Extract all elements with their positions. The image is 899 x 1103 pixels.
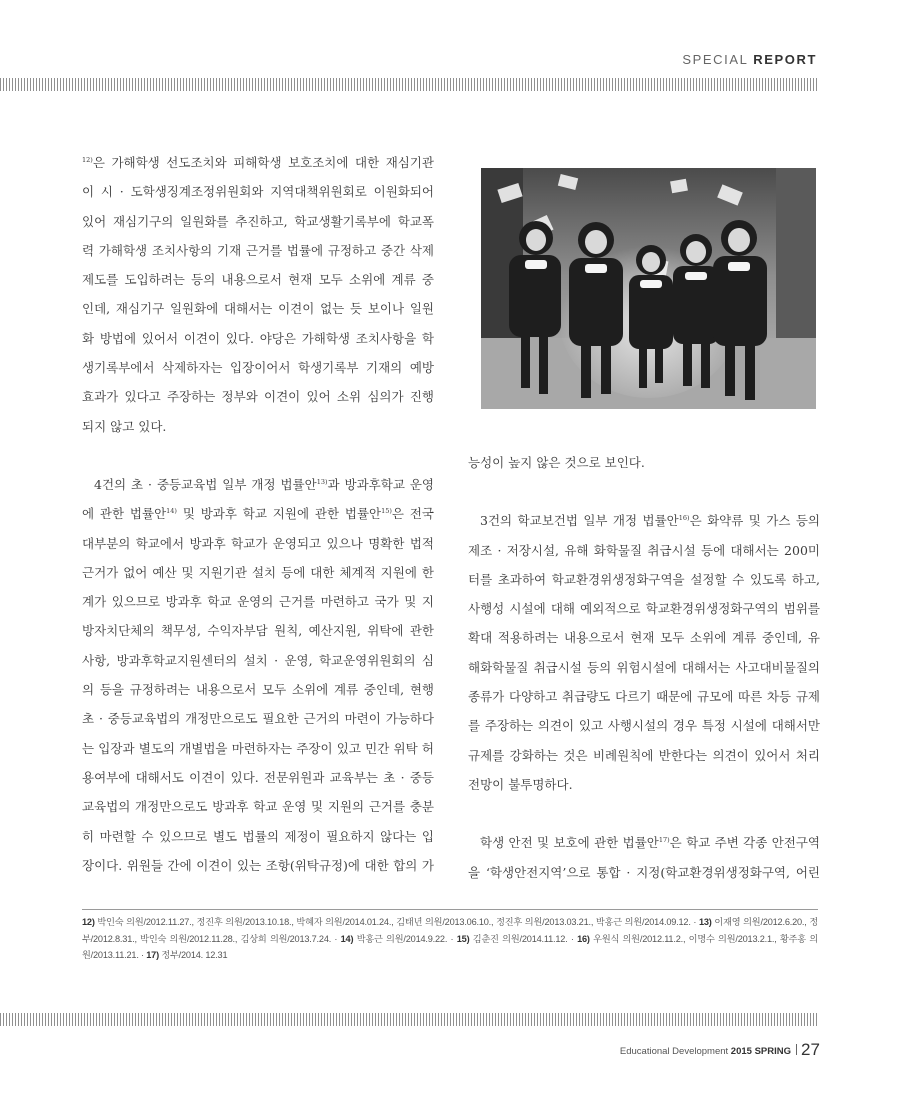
text-line	[468, 536, 820, 565]
footnote-text: 박홍근 의원/2014.9.22.	[356, 933, 448, 944]
text-line	[82, 207, 434, 236]
text-line	[82, 616, 434, 645]
text-line	[82, 822, 434, 851]
footer-separator	[796, 1044, 797, 1055]
publication-footer	[620, 1046, 791, 1057]
text-line	[82, 675, 434, 704]
students-running-photo	[481, 168, 816, 409]
text-fragment: 히 마련할 수 있으므로 별도 법률의 제정이 필요하지 않다는 입	[82, 828, 434, 844]
section-label-light: SPECIAL	[682, 52, 748, 67]
text-line	[468, 653, 820, 682]
text-fragment: 4건의 초 · 중등교육법 일부 개정 법률안	[94, 476, 317, 492]
text-fragment: 해화학물질 취급시설 등의 위험시설에 대해서는 사고대비물질의	[468, 659, 820, 675]
text-fragment: 력 가해학생 조치사항의 기재 근거를 법률에 규정하고 중간 삭제	[82, 242, 434, 258]
text-fragment: 과 방과후학교 운영	[327, 476, 434, 492]
text-line	[82, 324, 434, 353]
section-label	[682, 52, 817, 67]
text-fragment: 전망이 불투명하다.	[468, 776, 573, 792]
text-line	[82, 412, 434, 441]
text-fragment: 근거가 없어 예산 및 지원기관 설치 등에 대한 체계적 지원에 한	[82, 564, 434, 580]
text-line	[82, 558, 434, 587]
text-fragment: 이 시 · 도학생징계조정위원회와 지역대책위원회로 이원화되어	[82, 184, 434, 200]
text-line	[468, 565, 820, 594]
footnote-ref: 13)	[316, 477, 328, 486]
text-fragment: 제도를 도입하려는 등의 내용으로서 현재 모두 소위에 계류 중	[82, 272, 434, 288]
text-fragment: 인데, 재심기구 일원화에 대해서는 이견이 없는 듯 보이나 일원	[82, 301, 434, 317]
text-fragment: 은 가해학생 선도조치와 피해학생 보호조치에 대한 재심기관	[92, 155, 434, 170]
text-line	[468, 623, 820, 652]
text-fragment: 용여부에 대해서도 이견이 있다. 전문위원과 교육부는 초 · 중등	[82, 769, 434, 785]
text-fragment: 대부분의 학교에서 방과후 학교가 운영되고 있으나 명확한 법적	[82, 535, 434, 551]
text-fragment: 능성이 높지 않은 것으로 보인다.	[468, 455, 645, 470]
text-line	[82, 734, 434, 763]
text-fragment: 학생 안전 및 보호에 관한 법률안	[480, 835, 659, 851]
text-line	[82, 294, 434, 323]
text-line	[82, 529, 434, 558]
text-line	[468, 770, 820, 799]
footnotes: 12) 박인숙 의원/2012.11.27., 정진후 의원/2013.10.18., 박혜자 의원/2014.01.24., 김태년 의원/2013.06.10., 정진후 의원/2013.03.21., 박홍근 의원/2014.09.12. · 13) 이재영 의원/2012.6.20., 정부/2012.8.31., 박인숙 의원/2012.11.28., 김상희 의원/2013.7.24. · 14) 박홍근 의원/2014.9.22. · 15) 김춘진 의원/2014.11.12. · 16) 우원식 의원/2012.11.2., 이명수 의원/2013.2.1., 황주홍 의원/2013.11.21. · 17) 정부/2014. 12.31	[82, 917, 818, 960]
bottom-stripe-divider	[0, 1013, 818, 1026]
text-line	[82, 499, 434, 528]
footnote-number: 15)	[456, 933, 470, 944]
footnote-item	[457, 934, 568, 944]
photo-illustration	[481, 168, 816, 409]
text-fragment: 에 관한 법률안	[82, 506, 167, 522]
text-fragment: 및 방과후 학교 지원에 관한 법률안	[176, 506, 382, 522]
top-stripe-divider	[0, 78, 818, 91]
text-line	[82, 382, 434, 411]
text-fragment: 규제를 강화하는 것은 비례원칙에 반한다는 의견이 있어서 처리	[468, 747, 820, 763]
text-line	[82, 763, 434, 792]
text-fragment: 3건의 학교보건법 일부 개정 법률안	[480, 513, 679, 529]
text-line	[82, 704, 434, 733]
footnote-text: 이재영 의원/2012.6.20., 정부/2012.8.31., 박인숙 의원/2012.11.28., 김상희 의원/2013.7.24.	[82, 917, 818, 944]
text-fragment: 확대 적용하려는 내용으로서 현재 모두 소위에 계류 중인데, 유	[468, 630, 820, 646]
footnote-text: 우원식 의원/2012.11.2., 이명수 의원/2013.2.1., 황주홍 의원/2013.11.21.	[82, 933, 818, 960]
text-line	[468, 711, 820, 740]
text-line	[468, 448, 820, 477]
text-line	[468, 594, 820, 623]
text-fragment: 을 ‘학생안전지역’으로 통합 · 지정(학교환경위생정화구역, 어린	[468, 864, 820, 880]
text-line	[82, 646, 434, 675]
footnote-number: 14)	[340, 933, 354, 944]
text-line	[468, 858, 820, 887]
section-label-bold: REPORT	[753, 52, 817, 67]
page-number: 27	[801, 1040, 820, 1059]
text-line	[468, 741, 820, 770]
footnote-divider	[82, 909, 818, 910]
footnote-text: 김춘진 의원/2014.11.12.	[472, 933, 568, 944]
text-fragment: 방자치단체의 책무성, 수익자부담 원칙, 예산지원, 위탁에 관한	[82, 623, 434, 639]
publication-name: Educational Development	[619, 1046, 729, 1057]
text-fragment: 은 학교 주변 각종 안전구역	[669, 835, 820, 851]
text-fragment: 은 화약류 및 가스 등의	[689, 513, 820, 529]
text-fragment: 의 등을 규정하려는 내용으로서 모두 소위에 계류 중인데, 현행	[82, 682, 434, 698]
footnote-ref: 17)	[658, 836, 670, 845]
left-text-column	[82, 148, 434, 880]
text-fragment: 은 전국	[391, 506, 434, 522]
footnote-text: 정부/2014. 12.31	[161, 950, 228, 960]
text-fragment: 생기록부에서 삭제하자는 입장이어서 학생기록부 기재의 예방	[82, 360, 434, 376]
text-line	[82, 265, 434, 294]
text-fragment: 초 · 중등교육법의 개정만으로도 필요한 근거의 마련이 가능하다	[82, 711, 434, 727]
text-line	[82, 792, 434, 821]
footnote-number: 16)	[577, 933, 590, 944]
text-fragment: 터를 초과하여 학교환경위생정화구역을 설정할 수 있도록 하고,	[468, 571, 820, 587]
text-line	[82, 470, 434, 499]
text-fragment: 사행성 시설에 대해 예외적으로 학교환경위생정화구역의 범위를	[468, 601, 820, 617]
footnote-number: 13)	[698, 917, 712, 927]
text-line	[82, 177, 434, 206]
text-fragment: 교육법의 개정만으로도 방과후 학교 운영 및 지원의 근거를 충분	[82, 799, 434, 815]
text-fragment: 화 방법에 있어서 이견이 있다. 야당은 가해학생 조치사항을 학	[82, 330, 434, 346]
footnote-text: 박인숙 의원/2012.11.27., 정진후 의원/2013.10.18., 박혜자 의원/2014.01.24., 김태년 의원/2013.06.10., 정진후 의원/2013.03.21., 박홍근 의원/2014.09.12.	[97, 917, 691, 927]
footnote-ref: 14)	[166, 507, 177, 516]
issue-label: 2015 SPRING	[730, 1046, 791, 1057]
text-fragment: 되지 않고 있다.	[82, 418, 167, 434]
text-line	[468, 506, 820, 535]
text-fragment: 장이다. 위원들 간에 이견이 있는 조항(위탁규정)에 대한 합의 가	[82, 857, 434, 873]
text-line	[468, 682, 820, 711]
footnote-number: 17)	[146, 950, 159, 960]
text-fragment: 계가 있으므로 방과후 학교 운영의 근거를 마련하고 국가 및 지	[82, 594, 434, 610]
text-fragment: 제조 · 저장시설, 유해 화학물질 취급시설 등에 대해서는 200미	[468, 542, 820, 558]
footnote-item	[82, 917, 691, 927]
text-fragment: 를 주장하는 의견이 있고 사행시설의 경우 특정 시설에 대해서만	[468, 718, 820, 734]
footnote-ref: 16)	[678, 514, 690, 523]
right-text-column	[468, 448, 820, 887]
footnote-ref: 12)	[82, 156, 93, 164]
text-line	[82, 148, 434, 177]
text-fragment: 는 입장과 별도의 개별법을 마련하자는 주장이 있고 민간 위탁 허	[82, 740, 434, 756]
text-line	[468, 828, 820, 857]
footnote-ref: 15)	[381, 507, 392, 516]
text-fragment: 있어 재심기구의 일원화를 추진하고, 학교생활기록부에 학교폭	[82, 213, 434, 229]
footnote-item	[341, 934, 448, 944]
footnote-item	[146, 950, 227, 960]
text-fragment: 효과가 있다고 주장하는 정부와 이견이 있어 소위 심의가 진행	[82, 389, 434, 405]
text-line	[82, 236, 434, 265]
text-line	[82, 851, 434, 880]
text-line	[82, 353, 434, 382]
text-fragment: 사항, 방과후학교지원센터의 설치 · 운영, 학교운영위원회의 심	[82, 652, 434, 668]
text-line	[82, 587, 434, 616]
text-fragment: 종류가 다양하고 취급량도 다르기 때문에 규모에 따른 차등 규제	[468, 689, 820, 705]
footnote-number: 12)	[82, 917, 95, 927]
